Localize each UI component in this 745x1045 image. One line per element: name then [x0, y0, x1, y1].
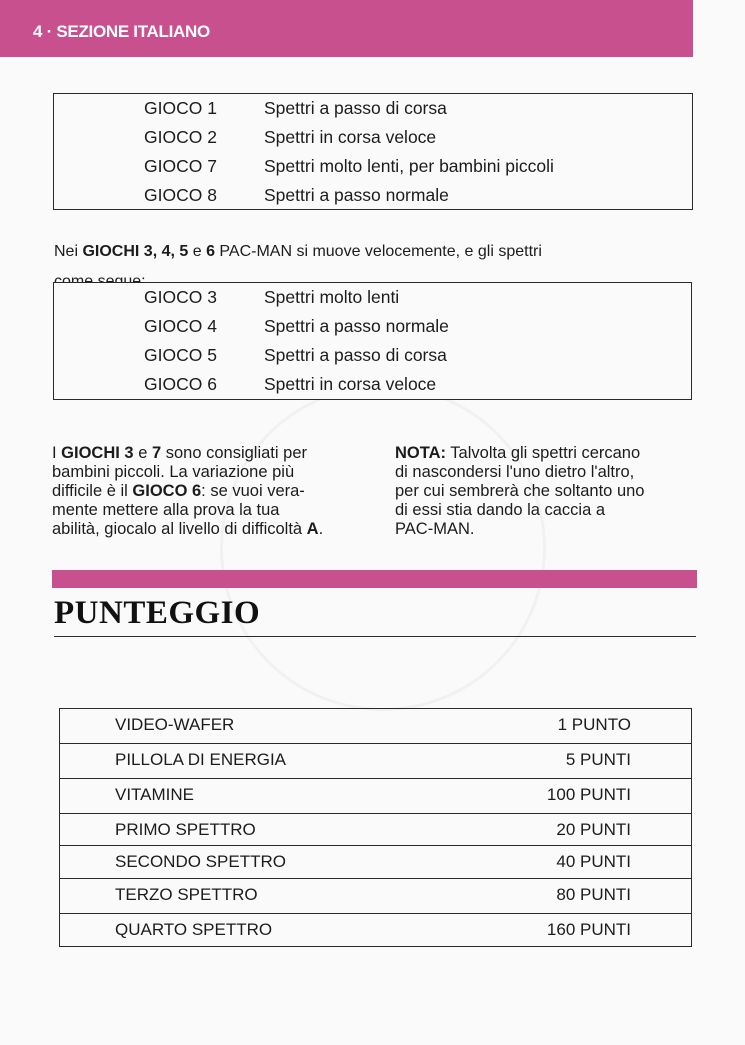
game-number: GIOCO 5 [144, 345, 217, 365]
game-description: Spettri a passo di corsa [264, 98, 447, 118]
game-description: Spettri a passo di corsa [264, 345, 447, 365]
bold-text: GIOCHI 3 [61, 444, 134, 462]
nota-label: NOTA: [395, 444, 447, 462]
score-item: PRIMO SPETTRO [115, 820, 256, 839]
game-number: GIOCO 1 [144, 98, 217, 118]
text-run: . [318, 520, 324, 538]
text-run: I [52, 444, 62, 462]
game-speed-table-b [53, 282, 692, 400]
game-description: Spettri molto lenti, per bambini piccoli [264, 156, 554, 176]
table-row [60, 744, 692, 779]
game-description: Spettri in corsa veloce [264, 127, 437, 147]
nota-column [395, 444, 644, 539]
score-points: 1 PUNTO [557, 715, 631, 734]
game-description: Spettri a passo normale [264, 185, 449, 205]
score-cell [60, 814, 692, 846]
score-item: QUARTO SPETTRO [115, 920, 273, 939]
intro-text: Nei [54, 243, 83, 260]
score-points: 80 PUNTI [556, 885, 631, 904]
text-run: difficile è il [52, 482, 133, 500]
score-cell [60, 709, 692, 744]
text-line [52, 520, 323, 539]
score-cell [60, 779, 692, 814]
table-row [60, 814, 692, 846]
score-cell [60, 744, 692, 779]
game-number: GIOCO 4 [144, 316, 217, 336]
table-row [60, 709, 692, 744]
score-item: PILLOLA DI ENERGIA [115, 750, 287, 769]
table-row [60, 846, 692, 879]
game-number: GIOCO 7 [144, 156, 217, 176]
text-line: bambini piccoli. La variazione più [52, 463, 295, 481]
text-line [52, 444, 323, 463]
text-line: per cui sembrerà che soltanto uno [395, 482, 645, 500]
table-row [60, 779, 692, 814]
score-item: SECONDO SPETTRO [115, 852, 286, 871]
text-line: di nascondersi l'uno dietro l'altro, [395, 463, 635, 481]
text-line: di essi stia dando la caccia a [395, 501, 606, 519]
game-description: Spettri molto lenti [264, 287, 400, 307]
game-number: GIOCO 6 [144, 374, 217, 394]
game-speed-table-a [53, 93, 693, 210]
score-points: 160 PUNTI [546, 920, 631, 939]
score-cell [60, 879, 692, 914]
game-description: Spettri a passo normale [264, 316, 449, 336]
bold-text: A [306, 520, 319, 538]
text-run: Talvolta gli spettri cercano [446, 444, 641, 462]
watermark-seal [220, 385, 546, 711]
section-header-title: 4 · SEZIONE ITALIANO [33, 22, 210, 41]
table-row [60, 914, 692, 947]
intro-bold-games: GIOCHI 3, 4, 5 [82, 243, 189, 260]
intro-text: e [188, 243, 207, 260]
text-run: : se vuoi vera- [201, 482, 305, 500]
score-item: TERZO SPETTRO [115, 885, 258, 904]
game-description: Spettri in corsa veloce [264, 374, 437, 394]
text-run: e [133, 444, 152, 462]
score-cell [60, 914, 692, 947]
game-number: GIOCO 3 [144, 287, 217, 307]
score-points: 100 PUNTI [546, 785, 631, 804]
game-number: GIOCO 8 [144, 185, 217, 205]
section-header-band [0, 0, 693, 57]
score-item: VIDEO-WAFER [115, 715, 235, 734]
text-run: sono consigliati per [161, 444, 307, 462]
score-points: 20 PUNTI [556, 820, 631, 839]
text-line: mente mettere alla prova la tua [52, 501, 280, 519]
score-points: 5 PUNTI [565, 750, 631, 769]
intro-line-1 [54, 244, 674, 259]
text-run: abilità, giocalo al livello di difficoltà [52, 520, 307, 538]
section-divider-bar [52, 570, 697, 588]
score-table [59, 708, 692, 947]
difficulty-note-column [52, 444, 323, 539]
score-cell [60, 846, 692, 879]
bold-text: 7 [151, 444, 162, 462]
intro-text: PAC-MAN si muove velocemente, e gli spettri [214, 243, 542, 260]
table-row [60, 879, 692, 914]
score-points: 40 PUNTI [556, 852, 631, 871]
bold-text: GIOCO 6 [132, 482, 202, 500]
text-line [52, 482, 323, 501]
game-number: GIOCO 2 [144, 127, 217, 147]
section-title: PUNTEGGIO [54, 595, 261, 631]
text-line [395, 444, 644, 463]
text-line: PAC-MAN. [395, 520, 475, 538]
score-item: VITAMINE [115, 785, 195, 804]
section-rule [54, 636, 696, 637]
intro-bold-game6: 6 [206, 243, 215, 260]
